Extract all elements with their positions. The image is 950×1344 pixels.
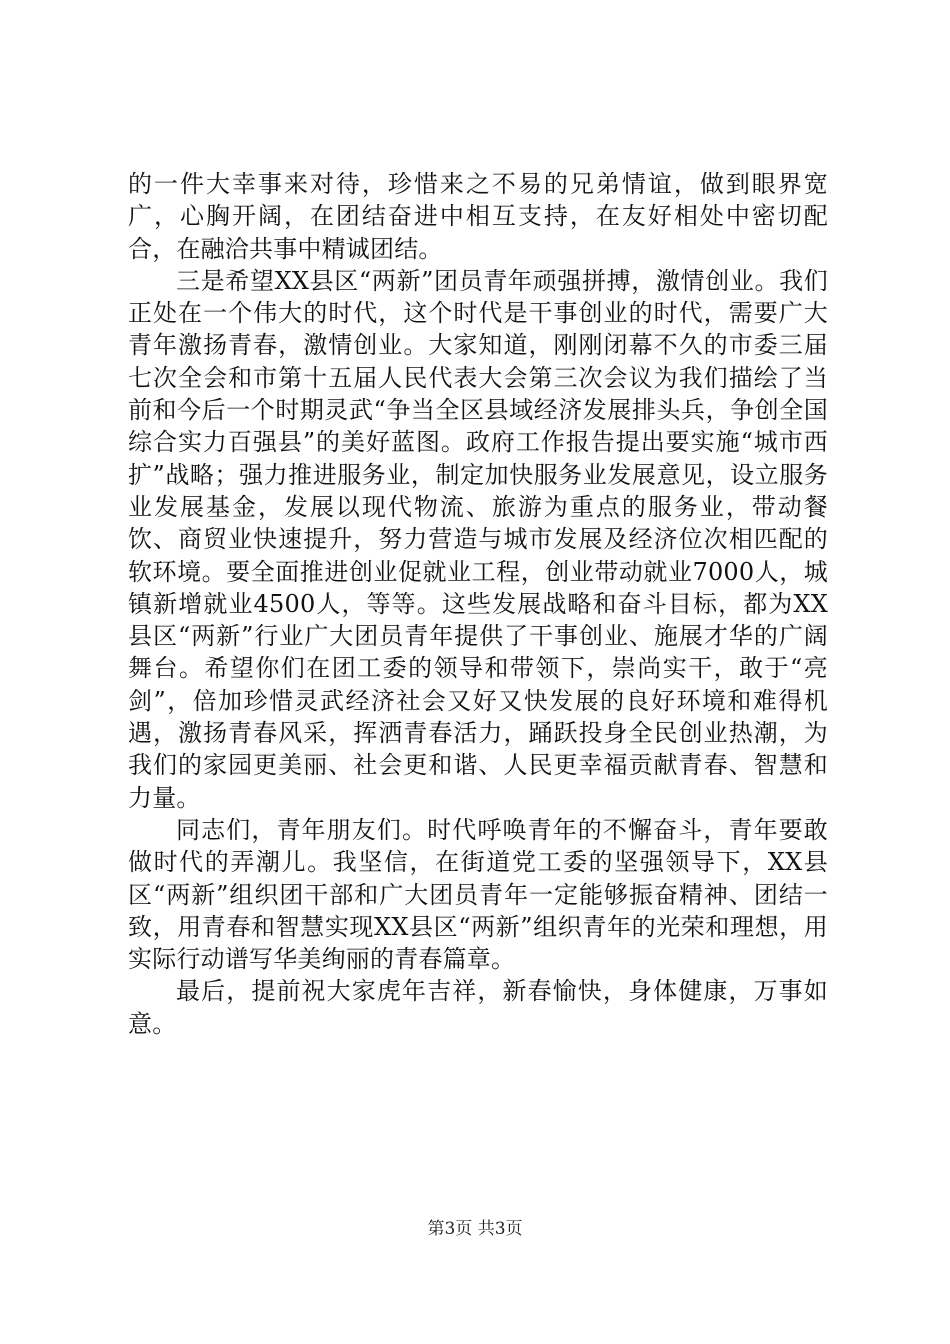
paragraph-conclusion: 同志们，青年朋友们。时代呼唤青年的不懈奋斗，青年要敢做时代的弄潮儿。我坚信，在街道党工委的坚强领导下，XX县区“两新”组织团干部和广大团员青年一定能够振奋精神、团结一致，用青春和智慧实现XX县区“两新”组织青年的光荣和理想，用实际行动谱写华美绚丽的青春篇章。	[128, 815, 828, 974]
paragraph-closing-wishes: 最后，提前祝大家虎年吉祥，新春愉快，身体健康，万事如意。	[128, 977, 828, 1038]
page-number-footer: 第3页 共3页	[427, 1219, 523, 1239]
paragraph-continuation: 的一件大幸事来对待，珍惜来之不易的兄弟情谊，做到眼界宽广，心胸开阔，在团结奋进中相互支持，在友好相处中密切配合，在融洽共事中精诚团结。	[128, 170, 828, 263]
document-body	[128, 168, 828, 1040]
paragraph-third-point: 三是希望XX县区“两新”团员青年顽强拼搏，激情创业。我们正处在一个伟大的时代，这个时代是干事创业的时代，需要广大青年激扬青春，激情创业。大家知道，刚刚闭幕不久的市委三届七次全会和市第十五届人民代表大会第三次会议为我们描绘了当前和今后一个时期灵武“争当全区县域经济发展排头兵，争创全国综合实力百强县”的美好蓝图。政府工作报告提出要实施“城市西扩”战略；强力推进服务业，制定加快服务业发展意见，设立服务业发展基金，发展以现代物流、旅游为重点的服务业，带动餐饮、商贸业快速提升，努力营造与城市发展及经济位次相匹配的软环境。要全面推进创业促就业工程，创业带动就业7000人，城镇新增就业4500人，等等。这些发展战略和奋斗目标，都为XX县区“两新”行业广大团员青年提供了干事创业、施展才华的广阔舞台。希望你们在团工委的领导和带领下，崇尚实干，敢于“亮剑”，倍加珍惜灵武经济社会又好又快发展的良好环境和难得机遇，激扬青春风采，挥洒青春活力，踊跃投身全民创业热潮，为我们的家园更美丽、社会更和谐、人民更幸福贡献青春、智慧和力量。	[128, 266, 828, 812]
